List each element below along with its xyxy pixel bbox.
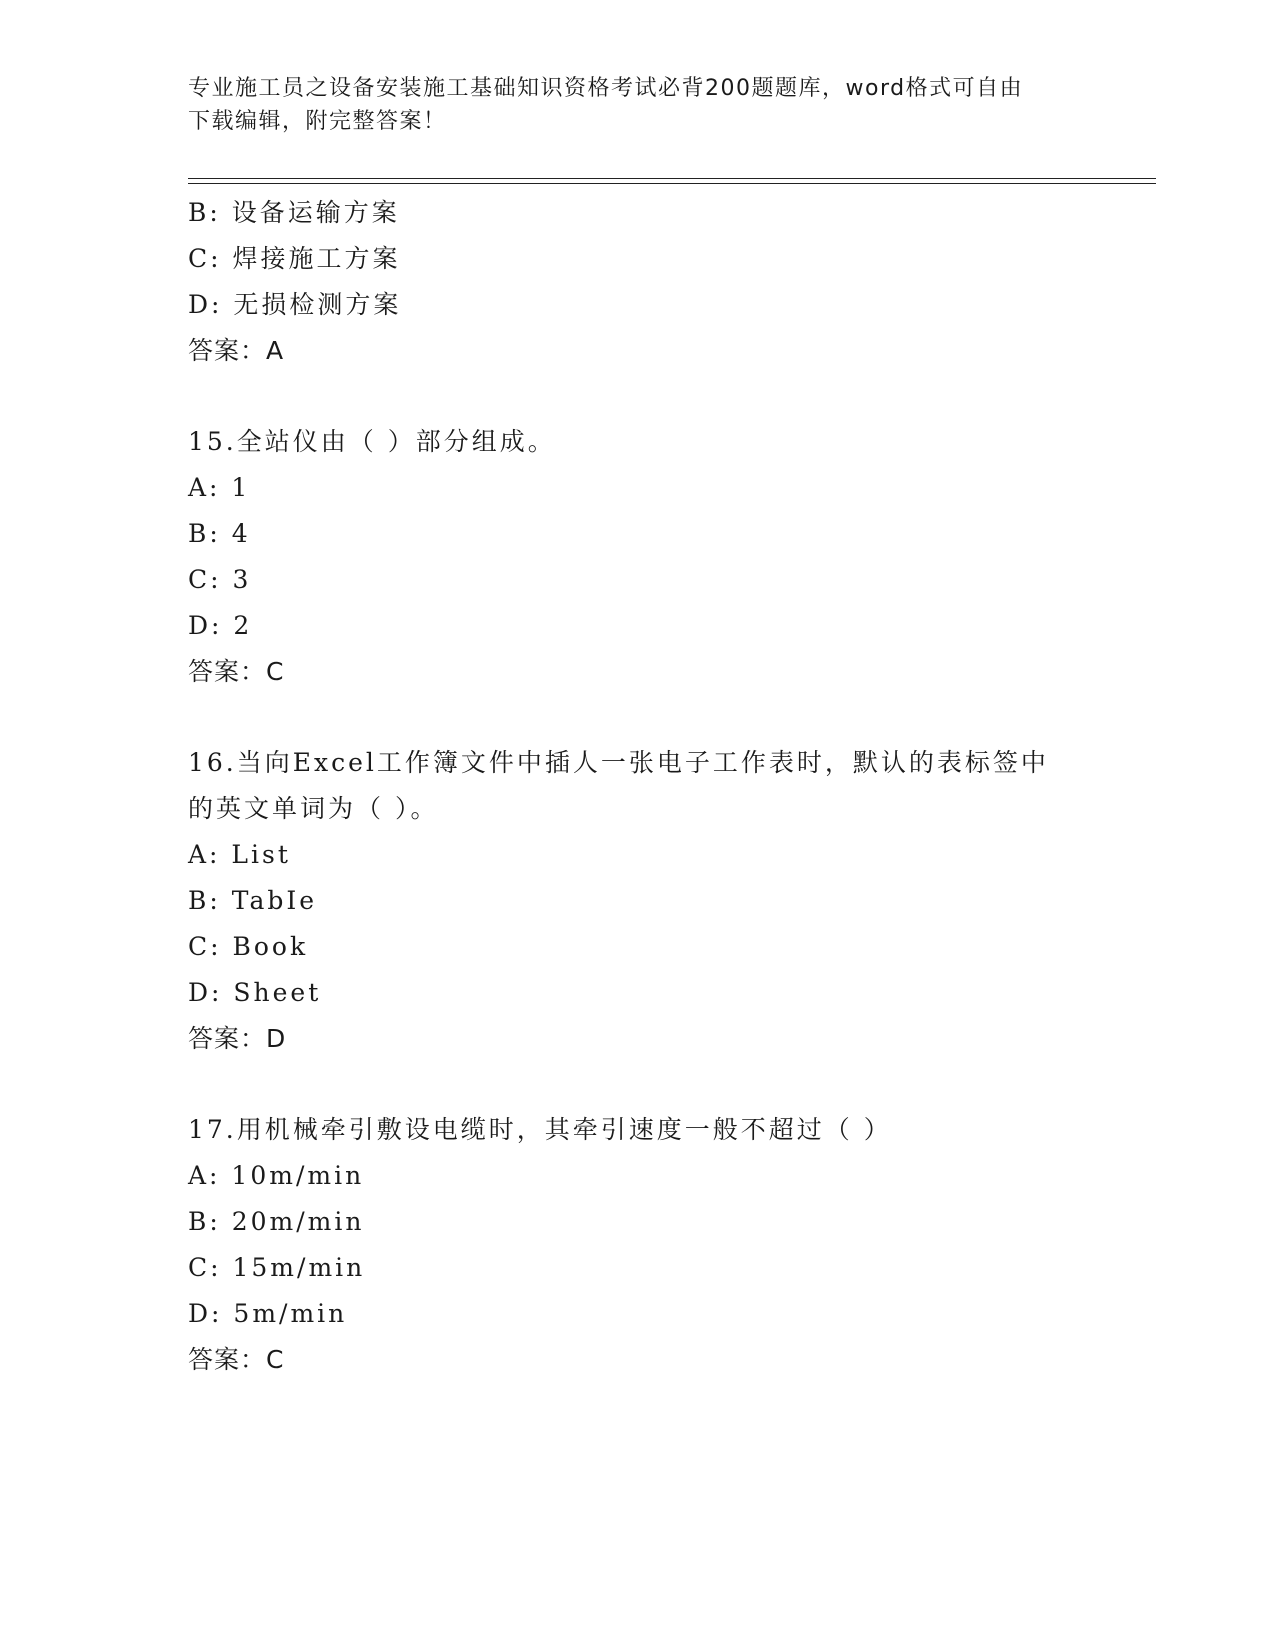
option-b: B: 20m/min — [188, 1207, 365, 1236]
option-d: D: 5m/min — [188, 1299, 348, 1328]
question-17 — [188, 1107, 1148, 1383]
option-c: C: Book — [188, 932, 309, 961]
header-divider-bottom — [188, 183, 1156, 184]
option-b: B: 4 — [188, 519, 251, 548]
answer-line: 答案：A — [188, 336, 285, 365]
header-line-1: 专业施工员之设备安装施工基础知识资格考试必背200题题库，word格式可自由 — [188, 76, 1024, 101]
option-c: C: 焊接施工方案 — [188, 244, 401, 273]
option-c: C: 15m/min — [188, 1253, 366, 1282]
option-b: B: 设备运输方案 — [188, 198, 400, 227]
document-header — [188, 72, 1088, 138]
question-stem: 15.全站仪由（ ）部分组成。 — [188, 427, 556, 456]
option-a: A: List — [188, 840, 291, 869]
option-b: B: TabIe — [188, 886, 318, 915]
option-a: A: 1 — [188, 473, 251, 502]
header-line-2: 下载编辑，附完整答案！ — [188, 109, 447, 134]
question-stem-line-1: 16.当向Excel工作簿文件中插人一张电子工作表时，默认的表标签中 — [188, 748, 1049, 777]
question-15 — [188, 419, 1148, 695]
header-divider-top — [188, 178, 1156, 179]
question-stem-line-2: 的英文单词为（ ）。 — [188, 794, 439, 823]
option-c: C: 3 — [188, 565, 252, 594]
question-16 — [188, 740, 1148, 1062]
option-d: D: 无损检测方案 — [188, 290, 402, 319]
carryover-question — [188, 190, 1148, 374]
question-list — [188, 190, 1148, 1383]
spacer — [188, 374, 1148, 419]
answer-line: 答案：C — [188, 657, 285, 686]
spacer — [188, 695, 1148, 740]
answer-line: 答案：C — [188, 1345, 285, 1374]
option-a: A: 10m/min — [188, 1161, 365, 1190]
option-d: D: 2 — [188, 611, 253, 640]
spacer — [188, 1062, 1148, 1107]
answer-line: 答案：D — [188, 1024, 287, 1053]
question-stem: 17.用机械牵引敷设电缆时，其牵引速度一般不超过（ ） — [188, 1115, 892, 1144]
option-d: D: Sheet — [188, 978, 322, 1007]
